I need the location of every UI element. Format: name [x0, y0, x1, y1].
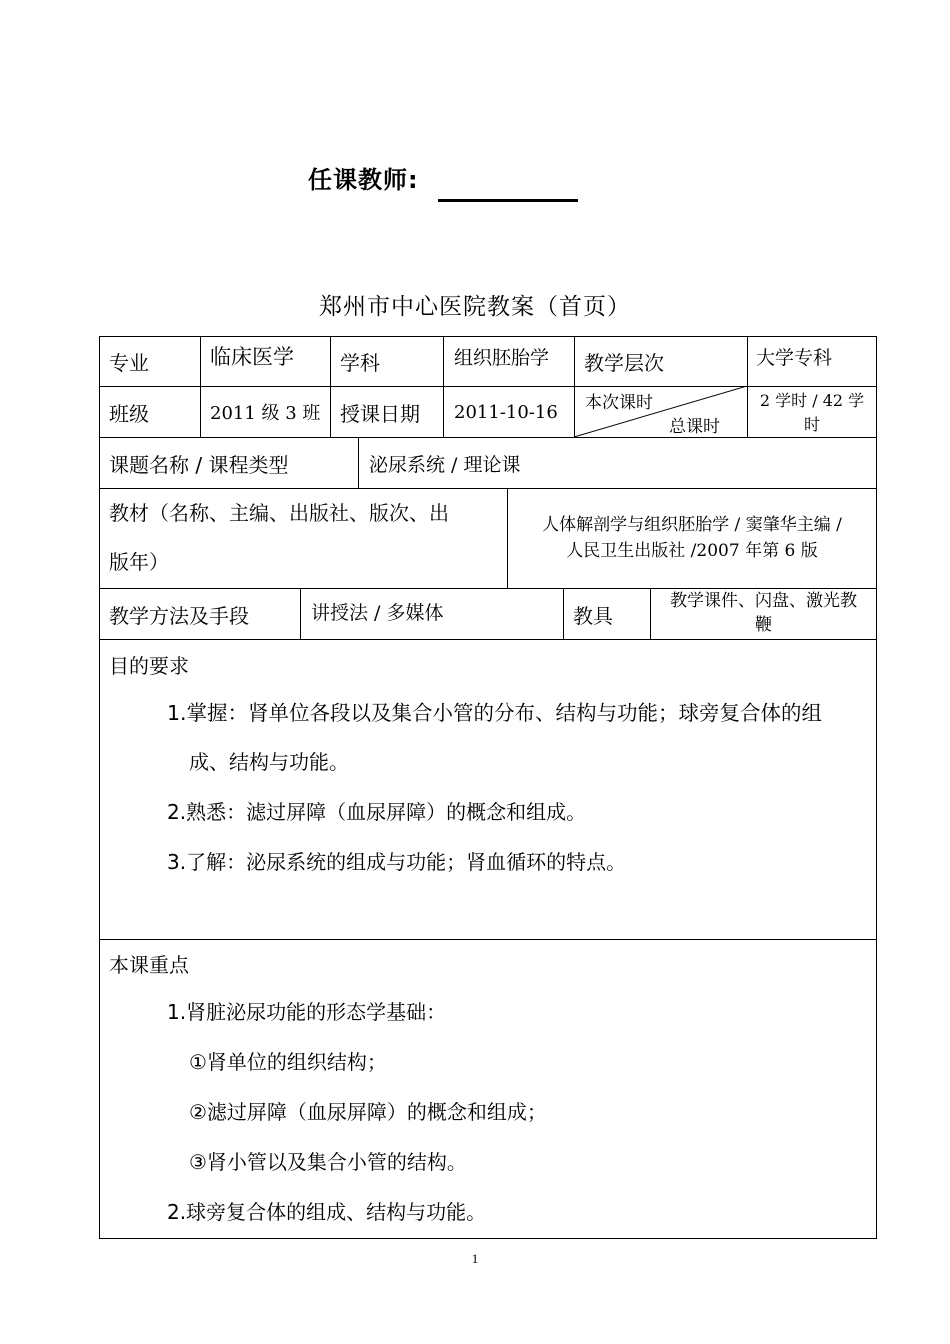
hours-value — [748, 389, 876, 437]
key-point-item: 2.球旁复合体的组成、结构与功能。 — [167, 1200, 487, 1224]
key-point-subitem: ②滤过屏障（血尿屏障）的概念和组成； — [189, 1100, 547, 1124]
objective-item-continuation: 成、结构与功能。 — [189, 750, 349, 774]
total-hours-label: 总课时 — [669, 417, 720, 437]
key-point-item: 1.肾脏泌尿功能的形态学基础： — [167, 1000, 447, 1024]
textbook-label-line1: 教材（名称、主编、出版社、版次、出 — [109, 501, 449, 525]
page-number: 1 — [471, 1251, 479, 1266]
key-points-heading: 本课重点 — [109, 953, 189, 977]
lecture-date-label: 授课日期 — [340, 401, 420, 426]
topic-label: 课题名称 / 课程类型 — [109, 452, 289, 477]
class-label: 班级 — [109, 401, 149, 426]
lecture-date-value: 2011-10-16 — [454, 401, 558, 423]
major-label: 专业 — [109, 351, 149, 375]
textbook-value-line1: 人体解剖学与组织胚胎学 / 窦肇华主编 / — [542, 515, 842, 535]
teaching-level-value: 大学专科 — [756, 347, 833, 369]
objective-item: 2.熟悉：滤过屏障（血尿屏障）的概念和组成。 — [167, 800, 587, 824]
teaching-level-label: 教学层次 — [584, 351, 664, 375]
current-hours-label: 本次课时 — [585, 393, 653, 413]
class-value: 2011 级 3 班 — [210, 403, 321, 424]
table-border-bottom — [99, 1238, 877, 1239]
hours-value-line1: 2 学时 / 42 学 — [759, 391, 865, 410]
objective-item: 3.了解：泌尿系统的组成与功能；肾血循环的特点。 — [167, 850, 627, 874]
teacher-label: 任课教师: — [308, 166, 419, 194]
objectives-heading: 目的要求 — [109, 654, 189, 678]
teaching-aids-line2: 鞭 — [755, 615, 772, 635]
key-point-subitem: ③肾小管以及集合小管的结构。 — [189, 1150, 467, 1174]
teaching-method-label: 教学方法及手段 — [109, 603, 249, 628]
subject-value: 组织胚胎学 — [454, 347, 550, 369]
document-title: 郑州市中心医院教案（首页） — [319, 294, 631, 320]
row-divider — [99, 639, 877, 640]
textbook-value — [508, 512, 876, 564]
topic-value: 泌尿系统 / 理论课 — [369, 453, 521, 476]
textbook-label-line2: 版年） — [109, 550, 169, 574]
table-border-right — [876, 336, 877, 1239]
major-value: 临床医学 — [210, 345, 294, 369]
textbook-label — [100, 489, 507, 588]
key-point-subitem: ①肾单位的组织结构； — [189, 1050, 387, 1074]
textbook-value-line2: 人民卫生出版社 /2007 年第 6 版 — [566, 541, 818, 561]
teaching-aids-value — [651, 589, 876, 637]
row-divider — [99, 939, 877, 940]
teacher-name-blank-line — [438, 199, 578, 202]
teaching-method-value: 讲授法 / 多媒体 — [311, 601, 444, 624]
objective-item: 1.掌握：肾单位各段以及集合小管的分布、结构与功能；球旁复合体的组 — [167, 701, 823, 725]
teaching-aids-label: 教具 — [573, 603, 613, 628]
subject-label: 学科 — [340, 351, 380, 375]
teaching-aids-line1: 教学课件、闪盘、激光教 — [670, 591, 857, 611]
hours-value-line2: 时 — [803, 415, 820, 434]
